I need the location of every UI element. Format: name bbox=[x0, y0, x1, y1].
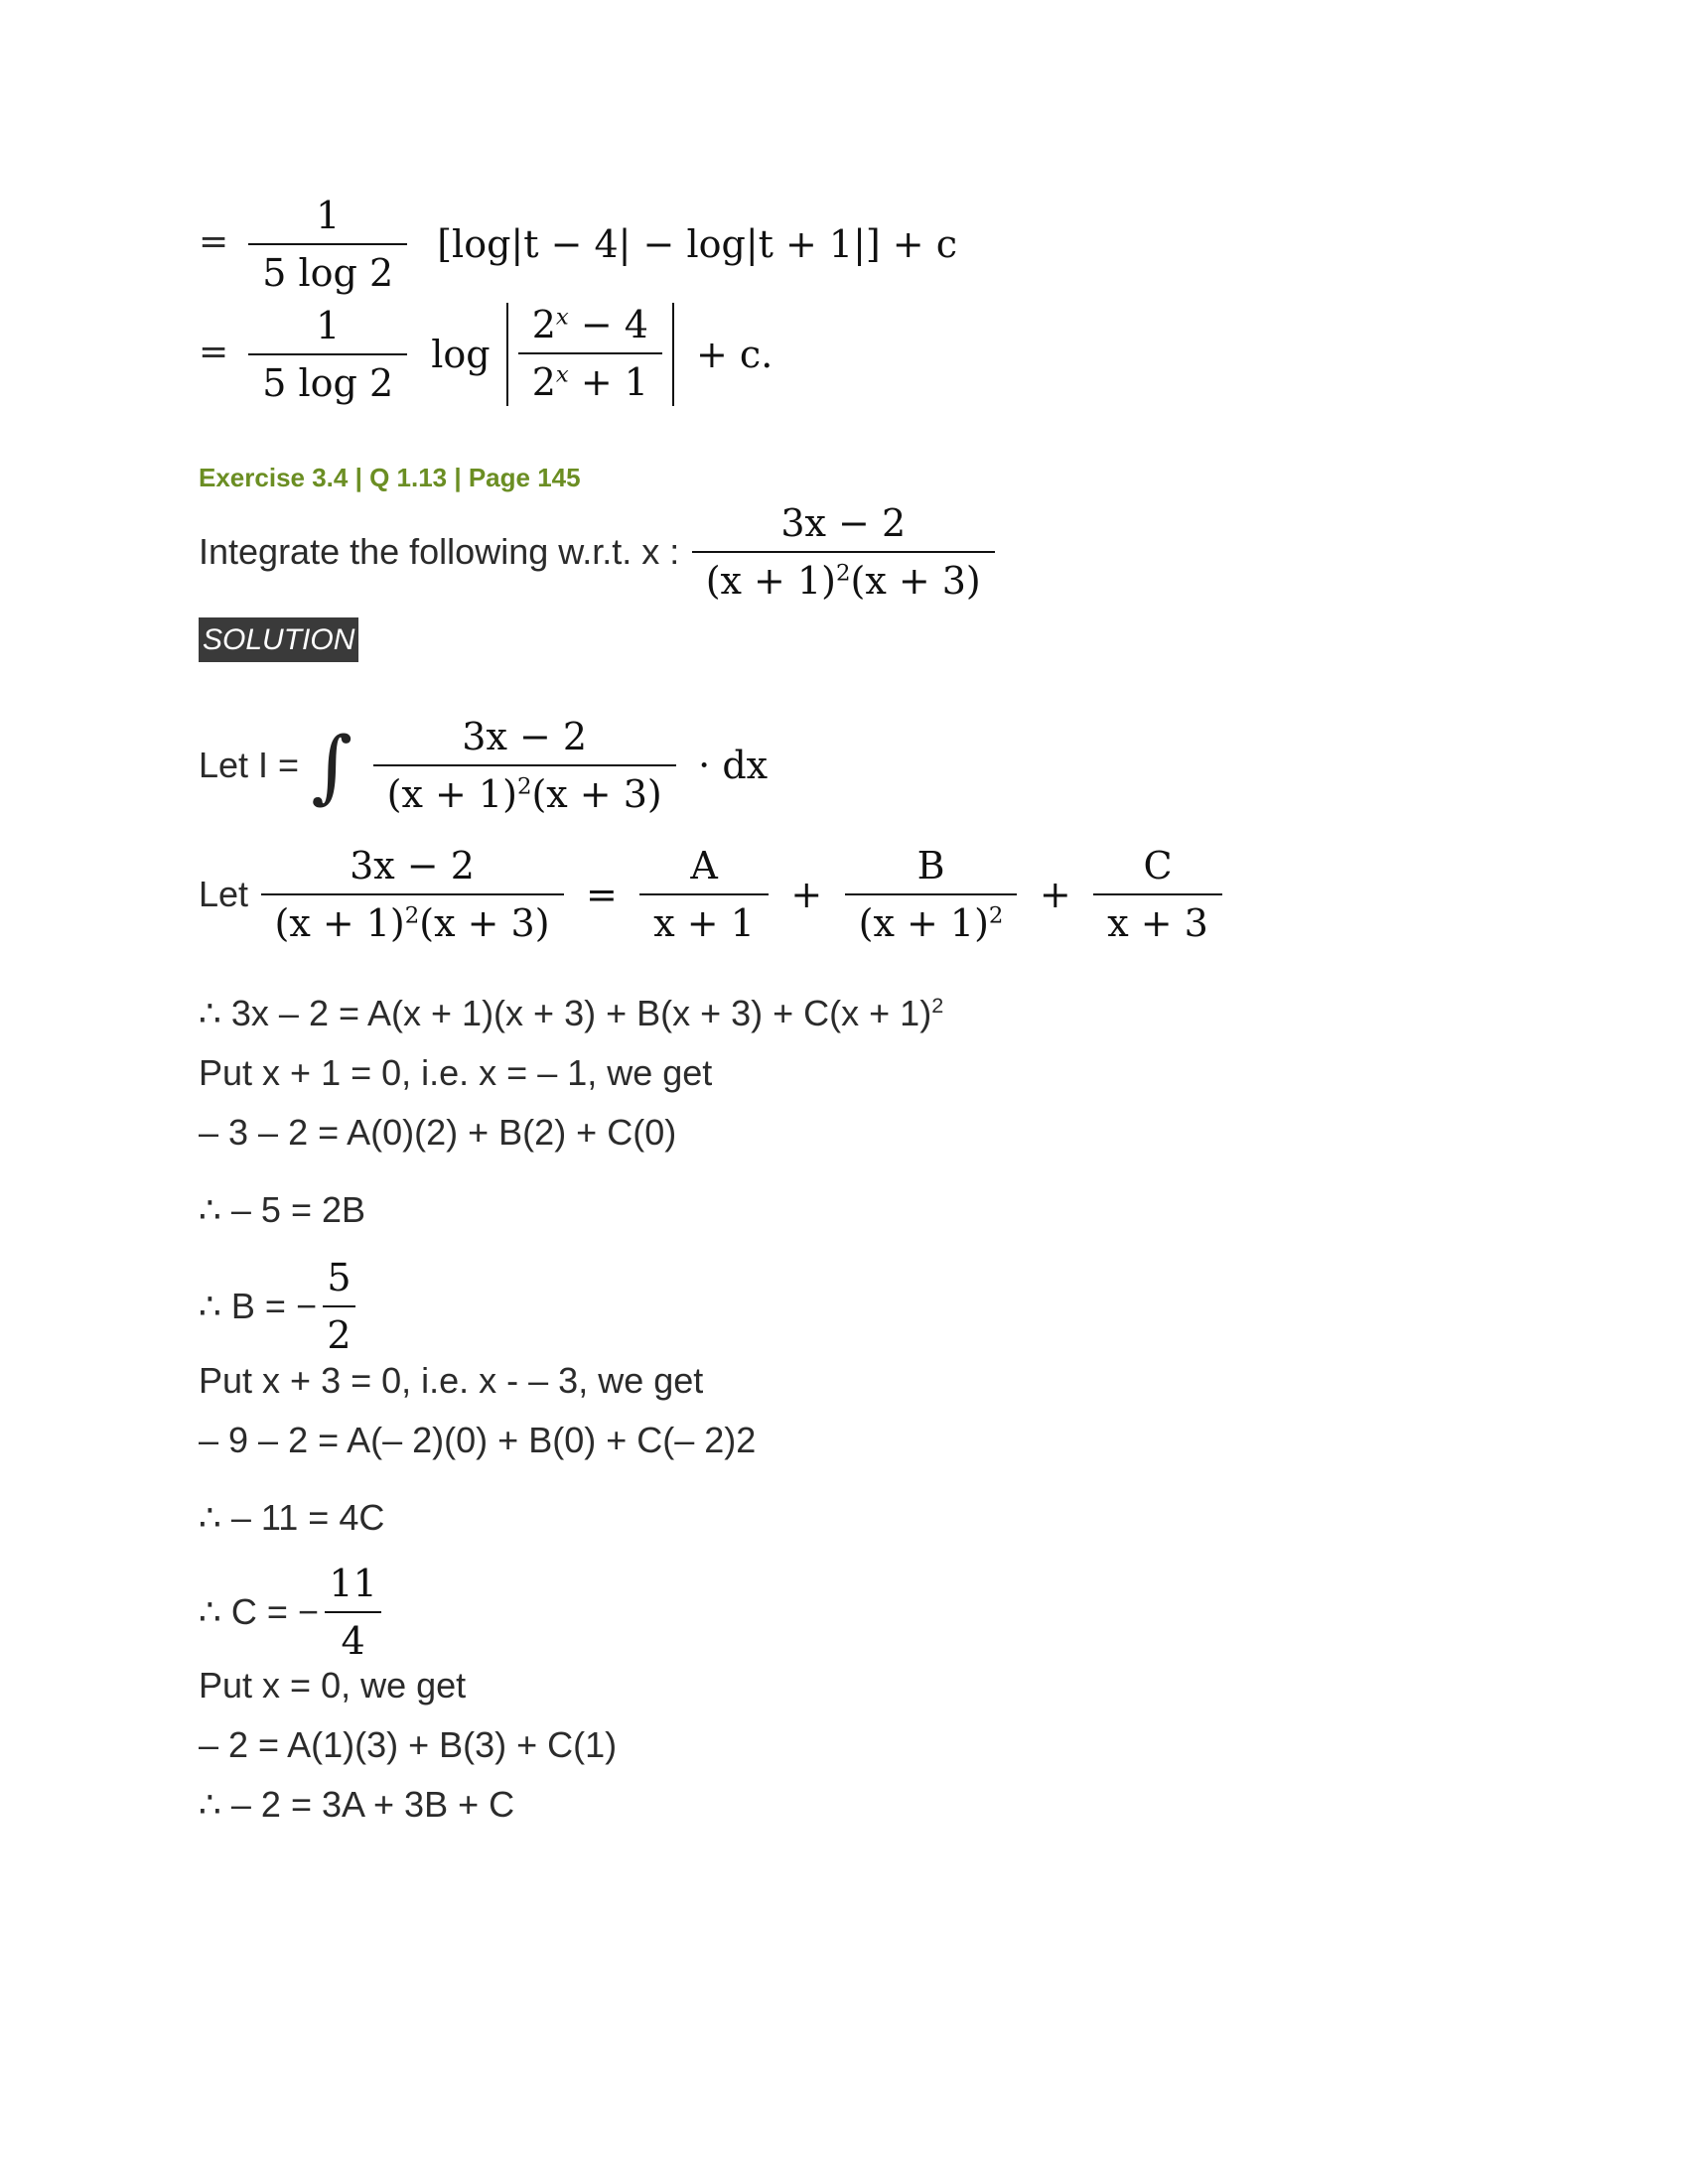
fraction bbox=[248, 304, 407, 405]
plus-sign: + bbox=[1039, 873, 1071, 916]
absolute-value bbox=[506, 303, 674, 406]
question-text: Integrate the following w.r.t. x : bbox=[199, 531, 680, 572]
fraction-denominator: 5 log 2 bbox=[262, 361, 394, 405]
step-put-x-minus-1: Put x + 1 = 0, i.e. x = – 1, we get bbox=[199, 1052, 713, 1093]
log-word: log bbox=[431, 333, 491, 376]
log-expression: [log|t − 4| − log|t + 1|] + c bbox=[437, 222, 957, 266]
solution-label-row bbox=[199, 623, 358, 657]
step-substitute-3: – 2 = A(1)(3) + B(3) + C(1) bbox=[199, 1724, 618, 1765]
result-line-2 bbox=[199, 303, 782, 406]
step-c-value: ∴ C = − $\frac{11}{4}$ bbox=[199, 1562, 389, 1663]
integrand-denominator: $(x + 1)^2(x + 3)$ bbox=[386, 772, 662, 816]
integrand-fraction bbox=[373, 715, 676, 816]
b-fraction: $\frac{5}{2}$ bbox=[323, 1256, 354, 1357]
dx-term: · dx bbox=[698, 744, 769, 787]
integrand-numerator: 3x − 2 bbox=[373, 715, 676, 766]
step-put-x-minus-3: Put x + 3 = 0, i.e. x - – 3, we get bbox=[199, 1360, 704, 1401]
question-line bbox=[199, 501, 1003, 603]
question-denominator: $(x + 1)^2(x + 3)$ bbox=[705, 559, 981, 603]
fraction bbox=[248, 194, 407, 295]
step-identity: ∴ $3x - 2 = A(x + 1)(x + 3) + B(x + 3) + C(x + 1)^2$ bbox=[199, 993, 944, 1033]
let-integral-line bbox=[199, 715, 777, 816]
exercise-reference[interactable]: Exercise 3.4 | Q 1.13 | Page 145 bbox=[199, 463, 581, 492]
step-minus-5: ∴ – 5 = 2B bbox=[199, 1189, 366, 1230]
solution-label: SOLUTION bbox=[199, 617, 358, 662]
inner-numerator: $2^x - 4$ bbox=[518, 303, 662, 354]
fraction-denominator: 5 log 2 bbox=[262, 251, 394, 295]
step-final: ∴ – 2 = 3A + 3B + C bbox=[199, 1784, 515, 1825]
term-c-fraction: $\frac{C}{x + 3}$ bbox=[1093, 844, 1222, 945]
result-line-1 bbox=[199, 194, 967, 295]
question-fraction bbox=[692, 501, 995, 603]
term-b-fraction: $\frac{B}{(x + 1)^2}$ bbox=[845, 844, 1018, 945]
step-minus-11: ∴ – 11 = 4C bbox=[199, 1497, 385, 1538]
inner-denominator: $2^x + 1$ bbox=[531, 360, 648, 404]
equals-sign: = bbox=[199, 221, 229, 263]
c-fraction: $\frac{11}{4}$ bbox=[325, 1562, 380, 1663]
question-numerator: 3x − 2 bbox=[692, 501, 995, 553]
term-a-fraction: $\frac{A}{x + 1}$ bbox=[639, 844, 769, 945]
step-put-x-0: Put x = 0, we get bbox=[199, 1665, 467, 1706]
constant-tail: + c. bbox=[696, 333, 774, 376]
partial-fraction-line bbox=[199, 844, 1230, 945]
step-substitute-2: – 9 – 2 = A(– 2)(0) + B(0) + C(– 2)2 bbox=[199, 1420, 757, 1460]
fraction-numerator: 1 bbox=[248, 304, 407, 355]
plus-sign: + bbox=[790, 873, 823, 916]
integral-sign-icon: ∫ bbox=[311, 719, 353, 812]
step-substitute-1: – 3 – 2 = A(0)(2) + B(2) + C(0) bbox=[199, 1112, 677, 1153]
equals-sign: = bbox=[199, 332, 229, 373]
equals-sign: = bbox=[586, 873, 618, 916]
fraction-numerator: 1 bbox=[248, 194, 407, 245]
inner-fraction bbox=[518, 303, 662, 404]
let-i-label: Let I = bbox=[199, 745, 300, 785]
let-label: Let bbox=[199, 874, 249, 914]
step-b-value: ∴ B = − $\frac{5}{2}$ bbox=[199, 1256, 363, 1357]
lhs-fraction: $\frac{3x - 2}{(x + 1)^2(x + 3)}$ bbox=[261, 844, 564, 945]
